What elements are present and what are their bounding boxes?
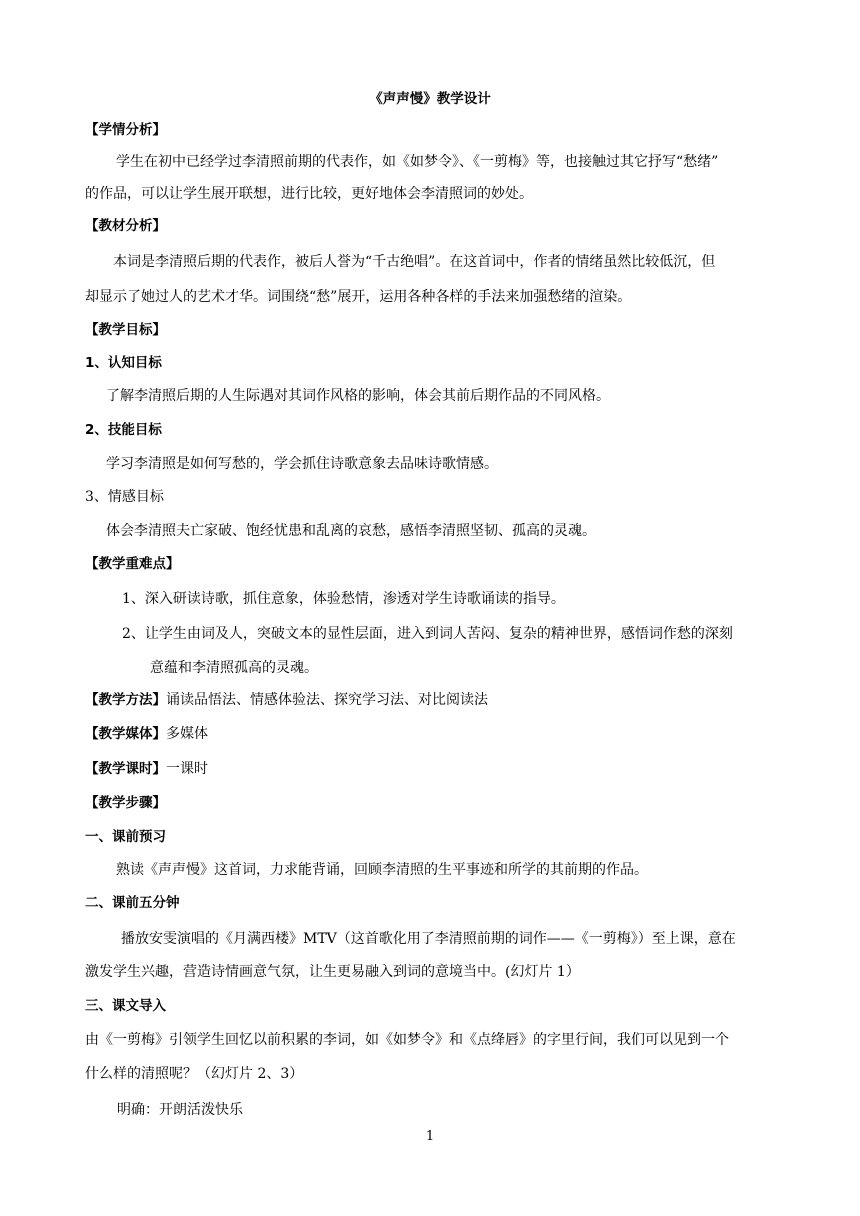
paragraph-line: 什么样的清照呢？（幻灯片 2、3） (85, 1066, 304, 1082)
list-item: 2、让学生由词及人，突破文本的显性层面，进入到词人苦闷、复杂的精神世界，感悟词作愁的深刻 (122, 626, 733, 642)
step-heading: 一、课前预习 (85, 829, 166, 845)
value-keshi: 一课时 (166, 761, 208, 777)
step-heading: 二、课前五分钟 (85, 895, 180, 911)
heading-mubiao: 【教学目标】 (85, 322, 166, 338)
step-heading: 三、课文导入 (85, 998, 166, 1014)
value-meiti: 多媒体 (166, 726, 208, 742)
paragraph-line: 熟读《声声慢》这首词，力求能背诵，回顾李清照的生平事迹和所学的其前期的作品。 (116, 862, 648, 878)
label-meiti: 【教学媒体】 (85, 726, 166, 742)
paragraph-line: 由《一剪梅》引领学生回忆以前积累的李词，如《如梦令》和《点绛唇》的字里行间，我们可以见到一个 (85, 1032, 729, 1048)
page-number: 1 (425, 1129, 435, 1144)
paragraph-line: 的作品，可以让学生展开联想，进行比较，更好地体会李清照词的妙处。 (85, 186, 533, 202)
paragraph-line: 了解李清照后期的人生际遇对其词作风格的影响，体会其前后期作品的不同风格。 (106, 388, 610, 404)
subheading-jineng: 2、技能目标 (85, 422, 162, 438)
answer-line: 明确：开朗活泼快乐 (117, 1102, 243, 1118)
value-fangfa: 诵读品悟法、情感体验法、探究学习法、对比阅读法 (166, 692, 488, 708)
heading-zhongnan: 【教学重难点】 (85, 556, 180, 572)
paragraph-line: 播放安雯演唱的《月满西楼》MTV（这首歌化用了李清照前期的词作——《一剪梅》）至上课，意在 (121, 931, 736, 947)
row-fangfa (85, 690, 488, 710)
subheading-renzhi: 1、认知目标 (85, 355, 162, 371)
heading-xueqing: 【学情分析】 (85, 122, 166, 138)
paragraph-line: 学生在初中已经学过李清照前期的代表作，如《如梦令》、《一剪梅》等，也接触过其它抒写“愁绪” (116, 154, 719, 170)
document-title: 《声声慢》教学设计 (369, 91, 491, 107)
paragraph-line: 本词是李清照后期的代表作，被后人誉为“千古绝唱”。在这首词中，作者的情绪虽然比较低沉，但 (113, 254, 716, 270)
list-item: 1、深入研读诗歌，抓住意象，体验愁情，渗透对学生诗歌诵读的指导。 (122, 591, 565, 607)
paragraph-line: 激发学生兴趣，营造诗情画意气氛，让生更易融入到词的意境当中。(幻灯片 1） (85, 964, 580, 980)
label-fangfa: 【教学方法】 (85, 692, 166, 708)
paragraph-line: 却显示了她过人的艺术才华。词围绕“愁”展开，运用各种各样的手法来加强愁绪的渲染。 (85, 289, 632, 305)
row-keshi (85, 759, 208, 779)
heading-buzhou: 【教学步骤】 (85, 795, 166, 811)
row-meiti (85, 724, 208, 744)
heading-jiaocai: 【教材分析】 (85, 218, 166, 234)
list-item-continuation: 意蕴和李清照孤高的灵魂。 (150, 660, 318, 676)
paragraph-line: 学习李清照是如何写愁的，学会抓住诗歌意象去品味诗歌情感。 (106, 456, 498, 472)
label-keshi: 【教学课时】 (85, 761, 166, 777)
subheading-qinggan: 3、情感目标 (85, 489, 164, 505)
paragraph-line: 体会李清照夫亡家破、饱经忧患和乱离的哀愁，感悟李清照坚韧、孤高的灵魂。 (106, 523, 596, 539)
